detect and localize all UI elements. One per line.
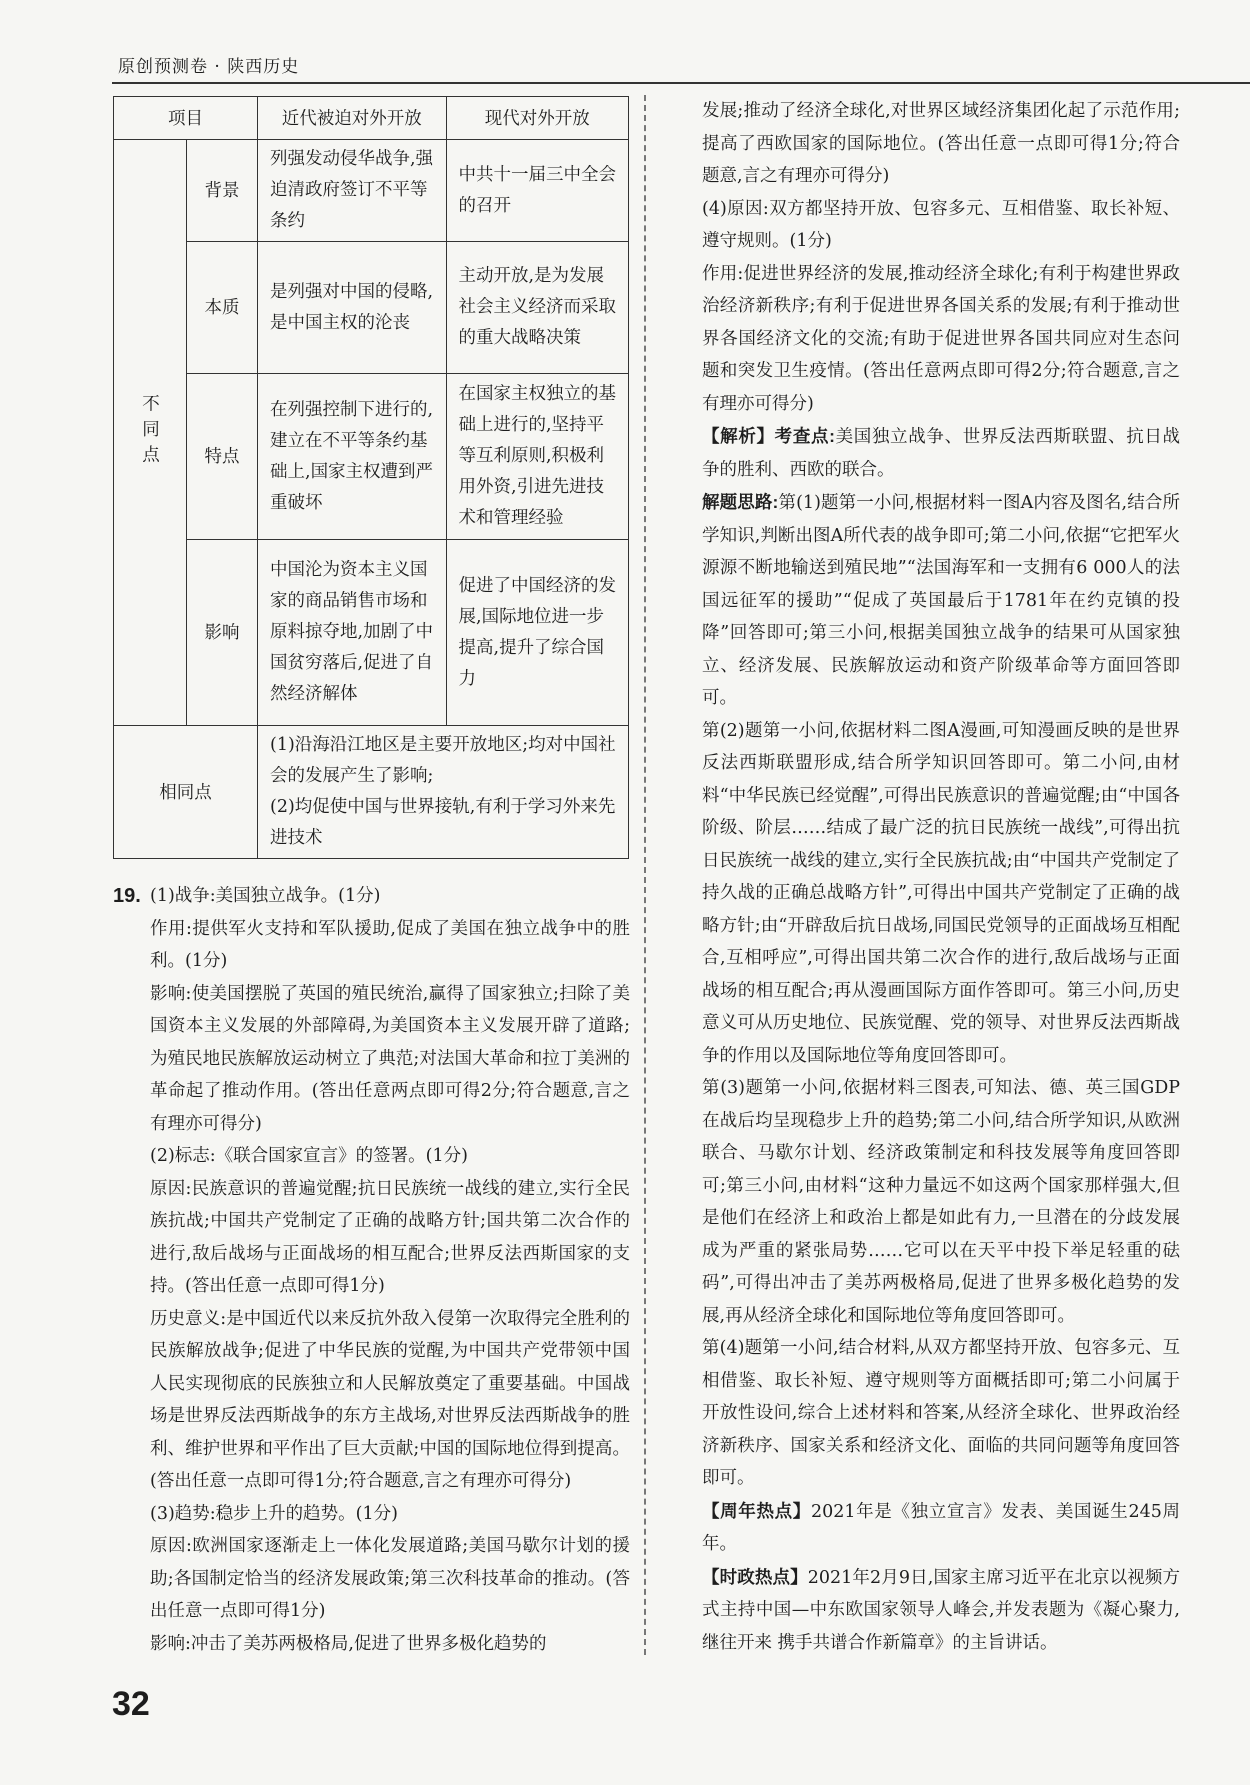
answer-paragraph: 影响:冲击了美苏两极格局,促进了世界多极化趋势的 — [150, 1633, 547, 1654]
same-text — [258, 726, 629, 859]
thinking-text: 第(1)题第一小问,根据材料一图A内容及图名,结合所学知识,判断出图A所代表的战争即可;第二小问,依据“它把军火源源不断地输送到殖民地”“法国海军和一支拥有6 000人的法国远征军的援助”“促成了英国最后于1781年在约克镇的投降”回答即可;第三小问,根据美国独立战争的结果可从国家独立、经济发展、民族解放运动和资产阶级革命等方面回答即可。 — [702, 493, 1180, 708]
cell-modern-forced: 列强发动侵华战争,强迫清政府签订不平等条约 — [258, 140, 447, 242]
table-row — [114, 140, 629, 242]
anniversary-text: 2021年是《独立宣言》发表、美国诞生245周年。 — [702, 1501, 1181, 1554]
answer-paragraph: 作用:促进世界经济的发展,推动经济全球化;有利于构建世界政治经济新秩序;有利于促进世界各国关系的发展;有利于推动世界各国经济文化的交流;有助于促进世界各国共同应对生态问题和突发卫生疫情。(答出任意两点即可得2分;符合题意,言之有理亦可得分) — [702, 263, 1180, 414]
cell-modern-forced: 在列强控制下进行的,建立在不平等条约基础上,国家主权遭到严重破坏 — [258, 374, 447, 540]
cell-modern-forced: 是列强对中国的侵略,是中国主权的沦丧 — [258, 242, 447, 374]
answer-paragraph: (3)趋势:稳步上升的趋势。(1分) — [150, 1503, 398, 1524]
thinking-paragraph: 第(2)题第一小问,依据材料二图A漫画,可知漫画反映的是世界反法西斯联盟形成,结合所学知识回答即可。第二小问,由材料“中华民族已经觉醒”,可得出民族意识的普遍觉醒;由“中国各阶级、阶层……结成了最广泛的抗日民族统一战线”,可得出抗日民族统一战线的建立,实行全民族抗战;由“中国共产党制定了持久战的正确总战略方针”,可得出中国共产党制定了正确的战略方针;由“开辟敌后抗日战场,同国民党领导的正面战场互相配合,互相呼应”,可得出国共第二次合作的进行,敌后战场与正面战场的相互配合;再从漫画国际方面作答即可。第三小问,历史意义可从历史地位、民族觉醒、党的领导、对世界反法西斯战争的作用以及国际地位等角度回答即可。 — [702, 720, 1180, 1066]
table-header-modern-forced: 近代被迫对外开放 — [258, 97, 447, 140]
comparison-table — [113, 96, 629, 859]
anniversary-note — [702, 1495, 1180, 1561]
question-number: 19. — [113, 885, 141, 907]
cell-contemporary: 中共十一届三中全会的召开 — [446, 140, 629, 242]
answer-paragraph: (4)原因:双方都坚持开放、包容多元、互相借鉴、取长补短、遵守规则。(1分) — [702, 198, 1180, 251]
analysis-tag: 【解析】 — [702, 426, 775, 446]
answer-paragraph: 影响:使美国摆脱了英国的殖民统治,赢得了国家独立;扫除了美国资本主义发展的外部障碍,为美国资本主义发展开辟了道路;为殖民地民族解放运动树立了典范;对法国大革命和拉丁美洲的革命起了推动作用。(答出任意两点即可得2分;符合题意,言之有理亦可得分) — [150, 983, 630, 1134]
group-label: 不同点 — [140, 394, 161, 471]
answer-left-column — [150, 880, 630, 1660]
politics-text: 2021年2月9日,国家主席习近平在北京以视频方式主持中国—中东欧国家领导人峰会,并发表题为《凝心聚力,继往开来 携手共谱合作新篇章》的主旨讲话。 — [702, 1567, 1181, 1653]
cell-contemporary: 主动开放,是为发展社会主义经济而采取的重大战略决策 — [446, 242, 629, 374]
table-row — [114, 242, 629, 374]
cell-modern-forced: 中国沦为资本主义国家的商品销售市场和原料掠夺地,加剧了中国贫穷落后,促进了自然经济解体 — [258, 540, 447, 726]
answer-paragraph: 原因:民族意识的普遍觉醒;抗日民族统一战线的建立,实行全民族抗战;中国共产党制定了正确的战略方针;国共第二次合作的进行,敌后战场与正面战场的相互配合;世界反法西斯国家的支持。(答出任意一点即可得1分) — [150, 1178, 630, 1296]
answer-paragraph: (1)战争:美国独立战争。(1分) — [150, 886, 381, 906]
answer-paragraph: 发展;推动了经济全球化,对世界区域经济集团化起了示范作用;提高了西欧国家的国际地位。(答出任意一点即可得1分;符合题意,言之有理亦可得分) — [702, 101, 1180, 186]
column-divider — [644, 95, 646, 1655]
answer-paragraph: 历史意义:是中国近代以来反抗外敌入侵第一次取得完全胜利的民族解放战争;促进了中华民族的觉醒,为中国共产党带领中国人民实现彻底的民族独立和人民解放奠定了重要基础。中国战场是世界反法西斯战争的东方主战场,对世界反法西斯战争的胜利、维护世界和平作出了巨大贡献;中国的国际地位得到提高。(答出任意一点即可得1分;符合题意,言之有理亦可得分) — [150, 1308, 630, 1491]
row-label: 本质 — [187, 242, 258, 374]
answer-right-column — [702, 95, 1180, 1659]
answer-paragraph: (2)标志:《联合国家宣言》的签署。(1分) — [150, 1146, 468, 1166]
table-row — [114, 540, 629, 726]
running-header: 原创预测卷 · 陕西历史 — [118, 57, 300, 77]
row-label: 背景 — [187, 140, 258, 242]
same-text-line: (2)均促使中国与世界接轨,有利于学习外来先进技术 — [270, 797, 616, 848]
exam-points: 美国独立战争、世界反法西斯联盟、抗日战争的胜利、西欧的联合。 — [702, 427, 1181, 480]
row-label: 特点 — [187, 374, 258, 540]
answer-paragraph: 原因:欧洲国家逐渐走上一体化发展道路;美国马歇尔计划的援助;各国制定恰当的经济发展政策;第三次科技革命的推动。(答出任意一点即可得1分) — [150, 1536, 630, 1621]
anniversary-tag: 【周年热点】 — [702, 1500, 811, 1521]
thinking-label: 解题思路: — [702, 492, 779, 512]
same-label: 相同点 — [114, 726, 258, 859]
cell-contemporary: 在国家主权独立的基础上进行的,坚持平等互利原则,积极利用外资,引进先进技术和管理经验 — [446, 374, 629, 540]
table-row-same — [114, 726, 629, 859]
cell-contemporary: 促进了中国经济的发展,国际地位进一步提高,提升了综合国力 — [446, 540, 629, 726]
thinking-paragraph: 第(3)题第一小问,依据材料三图表,可知法、德、英三国GDP在战后均呈现稳步上升的趋势;第二小问,结合所学知识,从欧洲联合、马歇尔计划、经济政策制定和科技发展等角度回答即可;第三小问,由材料“这种力量远不如这两个国家那样强大,但是他们在经济上和政治上都是如此有力,一旦潜在的分歧发展成为严重的紧张局势……它可以在天平中投下举足轻重的砝码”,可得出冲击了美苏两极格局,促进了世界多极化趋势的发展,再从经济全球化和国际地位等角度回答即可。 — [702, 1078, 1180, 1326]
answer-paragraph: 作用:提供军火支持和军队援助,促成了美国在独立战争中的胜利。(1分) — [150, 918, 630, 971]
group-label-cell — [114, 140, 187, 726]
same-text-line: (1)沿海沿江地区是主要开放地区;均对中国社会的发展产生了影响; — [270, 735, 616, 786]
politics-tag: 【时政热点】 — [702, 1566, 808, 1587]
table-row — [114, 374, 629, 540]
thinking-paragraph — [702, 486, 1180, 715]
table-header-item: 项目 — [114, 97, 258, 140]
table-header-row — [114, 97, 629, 140]
row-label: 影响 — [187, 540, 258, 726]
header-rule — [112, 82, 1250, 84]
page-number: 32 — [112, 1685, 150, 1723]
analysis-paragraph — [702, 420, 1180, 486]
exam-points-label: 考查点: — [774, 426, 835, 446]
table-header-contemporary: 现代对外开放 — [446, 97, 629, 140]
politics-note — [702, 1561, 1180, 1660]
thinking-paragraph: 第(4)题第一小问,结合材料,从双方都坚持开放、包容多元、互相借鉴、取长补短、遵守规则等方面概括即可;第二小问属于开放性设问,综合上述材料和答案,从经济全球化、世界政治经济新秩序、国家关系和经济文化、面临的共同问题等角度回答即可。 — [702, 1338, 1180, 1488]
